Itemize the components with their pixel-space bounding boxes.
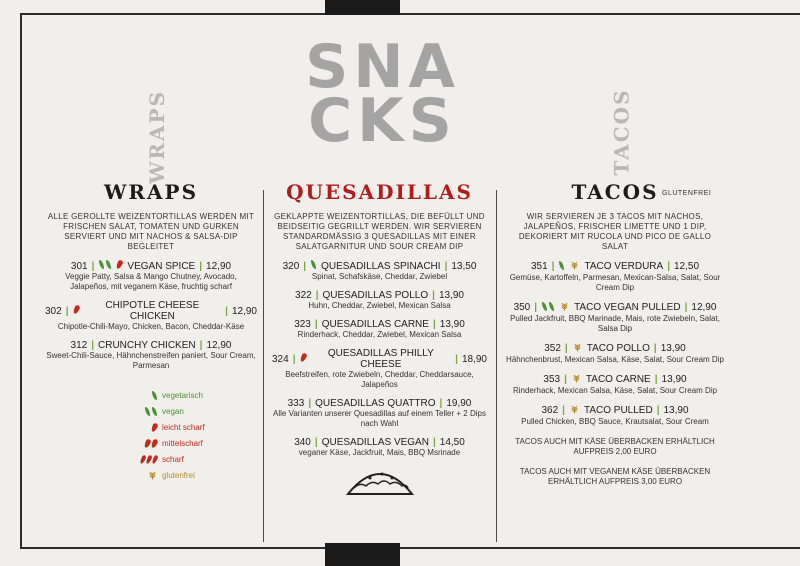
menu-item[interactable]: 333 | QUESADILLAS QUATTRO | 19,90 Alle Varianten unserer Quesadillas auf einem Teller + 2 Dips nach Wahl (273, 398, 486, 428)
side-label-tacos: TACOS (609, 88, 634, 176)
item-description: Pulled Chicken, BBQ Sauce, Krautsalat, Sour Cream (521, 417, 709, 426)
item-price: 13,90 (438, 290, 464, 301)
item-name: TACO POLLO (586, 343, 650, 354)
divider-right (496, 190, 497, 542)
tacos-title: TACOS (571, 180, 659, 204)
menu-item[interactable]: 324 | QUESADILLAS PHILLY CHEESE | 18,90 Beefstreifen, rote Zwiebeln, Cheddar, Cheddarsauce, Jalapeños (272, 348, 487, 389)
vegan-icon (541, 302, 555, 314)
side-label-wraps: WRAPS (145, 89, 170, 185)
triple-chili-icon (140, 455, 158, 464)
legend-item: mittelscharf (140, 435, 257, 451)
item-number: 323 (294, 319, 311, 330)
item-name: QUESADILLAS QUATTRO (315, 398, 436, 409)
item-description: Beefstreifen, rote Zwiebeln, Cheddar, Cheddarsauce, Jalapeños (285, 370, 474, 389)
quesadillas-section (272, 180, 487, 508)
item-name: CHIPOTLE CHEESE CHICKEN (105, 300, 200, 322)
double-leaf-icon (140, 407, 158, 416)
item-price: 13,50 (451, 260, 477, 272)
tacos-section (505, 180, 725, 487)
item-number: 312 (70, 340, 88, 351)
wraps-intro: ALLE GEROLLTE WEIZENTORTILLAS WERDEN MIT FRISCHEN SALAT, TOMATEN UND GURKEN SERVIERT UND MIT NACHOS & SALSA-DIP BEGLEITET (47, 212, 255, 251)
item-name: CRUNCHY CHICKEN (98, 340, 196, 351)
wheat-icon (569, 404, 580, 417)
item-price: 18,90 (461, 353, 487, 365)
top-black-bar (325, 0, 400, 15)
item-description: Huhn, Cheddar, Zwiebel, Mexican Salsa (308, 301, 451, 310)
menu-item[interactable]: 350 | TACO VEGAN PULLED | 12,90 Pulled Jackfruit, BBQ Marinade, Mais, rote Zwiebeln, Salat, Salsa Dip (505, 301, 725, 334)
legend (45, 387, 257, 483)
wheat-icon (571, 373, 582, 386)
chili-icon (73, 305, 80, 317)
leaf-icon (310, 260, 317, 272)
item-description: Hähnchenbrust, Mexican Salsa, Käse, Salat, Sour Cream Dip (506, 355, 724, 364)
quesadilla-icon (272, 464, 487, 508)
item-number: 322 (295, 290, 312, 301)
item-number: 320 (282, 260, 300, 272)
glutenfrei-badge: GLUTENFREI (662, 190, 712, 197)
item-description: Chipotle-Chili-Mayo, Chicken, Bacon, Cheddar-Käse (57, 322, 245, 331)
item-price: 13,90 (663, 405, 689, 416)
item-name: VEGAN SPICE (127, 260, 196, 272)
item-number: 333 (287, 398, 305, 409)
title-line-1: SNA (305, 32, 460, 102)
wheat-icon (559, 301, 570, 314)
item-number: 340 (294, 437, 311, 448)
menu-item[interactable]: 322 | QUESADILLAS POLLO | 13,90 Huhn, Cheddar, Zwiebel, Mexican Salsa (272, 290, 487, 311)
wraps-title: WRAPS (103, 180, 199, 204)
item-number: 301 (70, 260, 88, 272)
item-number: 350 (513, 302, 531, 313)
menu-item[interactable]: 323 | QUESADILLAS CARNE | 13,90 Rinderhack, Cheddar, Zwiebel, Mexican Salsa (272, 319, 487, 340)
item-price: 13,90 (660, 343, 686, 354)
wheat-icon (569, 260, 580, 273)
wheat-icon (140, 470, 158, 480)
leaf-icon (558, 261, 565, 273)
item-description: Rinderhack, Mexican Salsa, Käse, Salat, Sour Cream Dip (512, 386, 718, 395)
menu-item[interactable]: 301 | VEGAN SPICE | 12,90 Veggie Patty, Salsa & Mango Chutney, Avocado, Jalapeños, mit veganem Käse, fruchtig scharf (45, 260, 257, 292)
item-price: 12,90 (691, 302, 717, 313)
double-chili-icon (140, 439, 158, 448)
legend-item: glutenfrei (140, 467, 257, 483)
item-number: 353 (543, 374, 561, 385)
menu-item[interactable]: 353 | TACO CARNE | 13,90 Rinderhack, Mexican Salsa, Käse, Salat, Sour Cream Dip (505, 373, 725, 396)
item-name: TACO VERDURA (584, 261, 664, 272)
menu-item[interactable]: 312 | CRUNCHY CHICKEN | 12,90 Sweet-Chili-Sauce, Hähnchenstreifen paniert, Sour Cream, Parmesan (46, 340, 256, 370)
menu-item[interactable]: 302 | CHIPOTLE CHEESE CHICKEN | 12,90 Chipotle-Chili-Mayo, Chicken, Bacon, Cheddar-Käse (45, 300, 257, 331)
bottom-black-bar (325, 543, 400, 566)
item-price: 13,90 (439, 319, 465, 330)
item-number: 351 (530, 261, 548, 272)
wraps-section (45, 180, 257, 483)
item-description: veganer Käse, Jackfruit, Mais, BBQ Msrinade (298, 448, 461, 457)
chili-icon (300, 353, 307, 365)
chili-icon (116, 260, 123, 272)
item-description: Alle Varianten unserer Quesadillas auf einem Teller + 2 Dips nach Wahl (273, 409, 486, 428)
item-price: 19,90 (446, 398, 472, 409)
menu-item[interactable]: 352 | TACO POLLO | 13,90 Hähnchenbrust, Mexican Salsa, Käse, Salat, Sour Cream Dip (506, 343, 724, 364)
item-description: Pulled Jackfruit, BBQ Marinade, Mais, rote Zwiebeln, Salat, Salsa Dip (510, 314, 720, 333)
item-price: 12,90 (206, 260, 232, 272)
menu-item[interactable]: 320 | QUESADILLAS SPINACHI | 13,50 Spinat, Schafskäse, Cheddar, Zwiebel (272, 260, 487, 282)
item-name: QUESADILLAS PHILLY CHEESE (327, 348, 434, 370)
title-line-2: CKS (308, 86, 457, 156)
wheat-icon (572, 342, 583, 355)
item-name: QUESADILLAS POLLO (322, 290, 429, 301)
item-description: Rinderhack, Cheddar, Zwiebel, Mexican Salsa (297, 330, 462, 339)
item-number: 324 (272, 353, 289, 365)
item-name: TACO VEGAN PULLED (574, 302, 681, 313)
divider-left (263, 190, 264, 542)
legend-item: vegan (140, 403, 257, 419)
item-price: 12,50 (674, 261, 700, 272)
legend-item: leicht scharf (140, 419, 257, 435)
legend-item: scharf (140, 451, 257, 467)
legend-item: vegetarisch (140, 387, 257, 403)
quesadillas-intro: GEKLAPPTE WEIZENTORTILLAS, DIE BEFÜLLT UND BEIDSEITIG GEGRILLT WERDEN. WIR SERVIEREN STANDARDMÄSSIG 3 QUESADILLAS MIT EINER SALATGARNITUR UND SOUR CREAM DIP (274, 212, 485, 251)
item-number: 362 (541, 405, 559, 416)
item-price: 12,90 (206, 340, 232, 351)
item-description: Spinat, Schafskäse, Cheddar, Zwiebel (311, 272, 448, 281)
item-name: TACO PULLED (583, 405, 653, 416)
tacos-intro: WIR SERVIEREN JE 3 TACOS MIT NACHOS, JALAPEÑOS, FRISCHER LIMETTE UND 1 DIP, DEKORIERT MIT RUCOLA UND PICO DE GALLO SALAT (518, 212, 712, 251)
tacos-note-cheese: TACOS AUCH MIT KÄSE ÜBERBACKEN ERHÄLTLICH AUFPREIS 2,00 EURO (515, 437, 715, 456)
leaf-icon (140, 391, 158, 400)
item-name: QUESADILLAS VEGAN (321, 437, 429, 448)
item-description: Gemüse, Kartoffeln, Parmesan, Mexican-Salsa, Salat, Sour Cream Dip (509, 273, 721, 292)
item-description: Sweet-Chili-Sauce, Hähnchenstreifen paniert, Sour Cream, Parmesan (46, 351, 256, 370)
item-price: 12,90 (231, 305, 257, 317)
menu-item[interactable]: 340 | QUESADILLAS VEGAN | 14,50 veganer Käse, Jackfruit, Mais, BBQ Msrinade (272, 437, 487, 458)
chili-icon (140, 423, 158, 432)
menu-item[interactable]: 362 | TACO PULLED | 13,90 Pulled Chicken, BBQ Sauce, Krautsalat, Sour Cream (505, 404, 725, 427)
item-number: 302 (45, 305, 62, 317)
item-name: QUESADILLAS CARNE (321, 319, 429, 330)
tacos-note-vegan-cheese: TACOS AUCH MIT VEGANEM KÄSE ÜBERBACKEN ERHÄLTLICH AUFPREIS 3,00 EURO (519, 467, 711, 486)
page-title (300, 32, 465, 156)
quesadillas-title: QUESADILLAS (286, 180, 473, 204)
item-name: TACO CARNE (585, 374, 651, 385)
item-name: QUESADILLAS SPINACHI (321, 260, 441, 272)
item-number: 352 (544, 343, 561, 354)
menu-item[interactable]: 351 | TACO VERDURA | 12,50 Gemüse, Kartoffeln, Parmesan, Mexican-Salsa, Salat, Sour Cream Dip (505, 260, 725, 293)
item-price: 13,90 (661, 374, 687, 385)
item-description: Veggie Patty, Salsa & Mango Chutney, Avocado, Jalapeños, mit veganem Käse, fruchtig scharf (65, 272, 237, 291)
item-price: 14,50 (439, 437, 465, 448)
vegan-icon (98, 260, 112, 272)
